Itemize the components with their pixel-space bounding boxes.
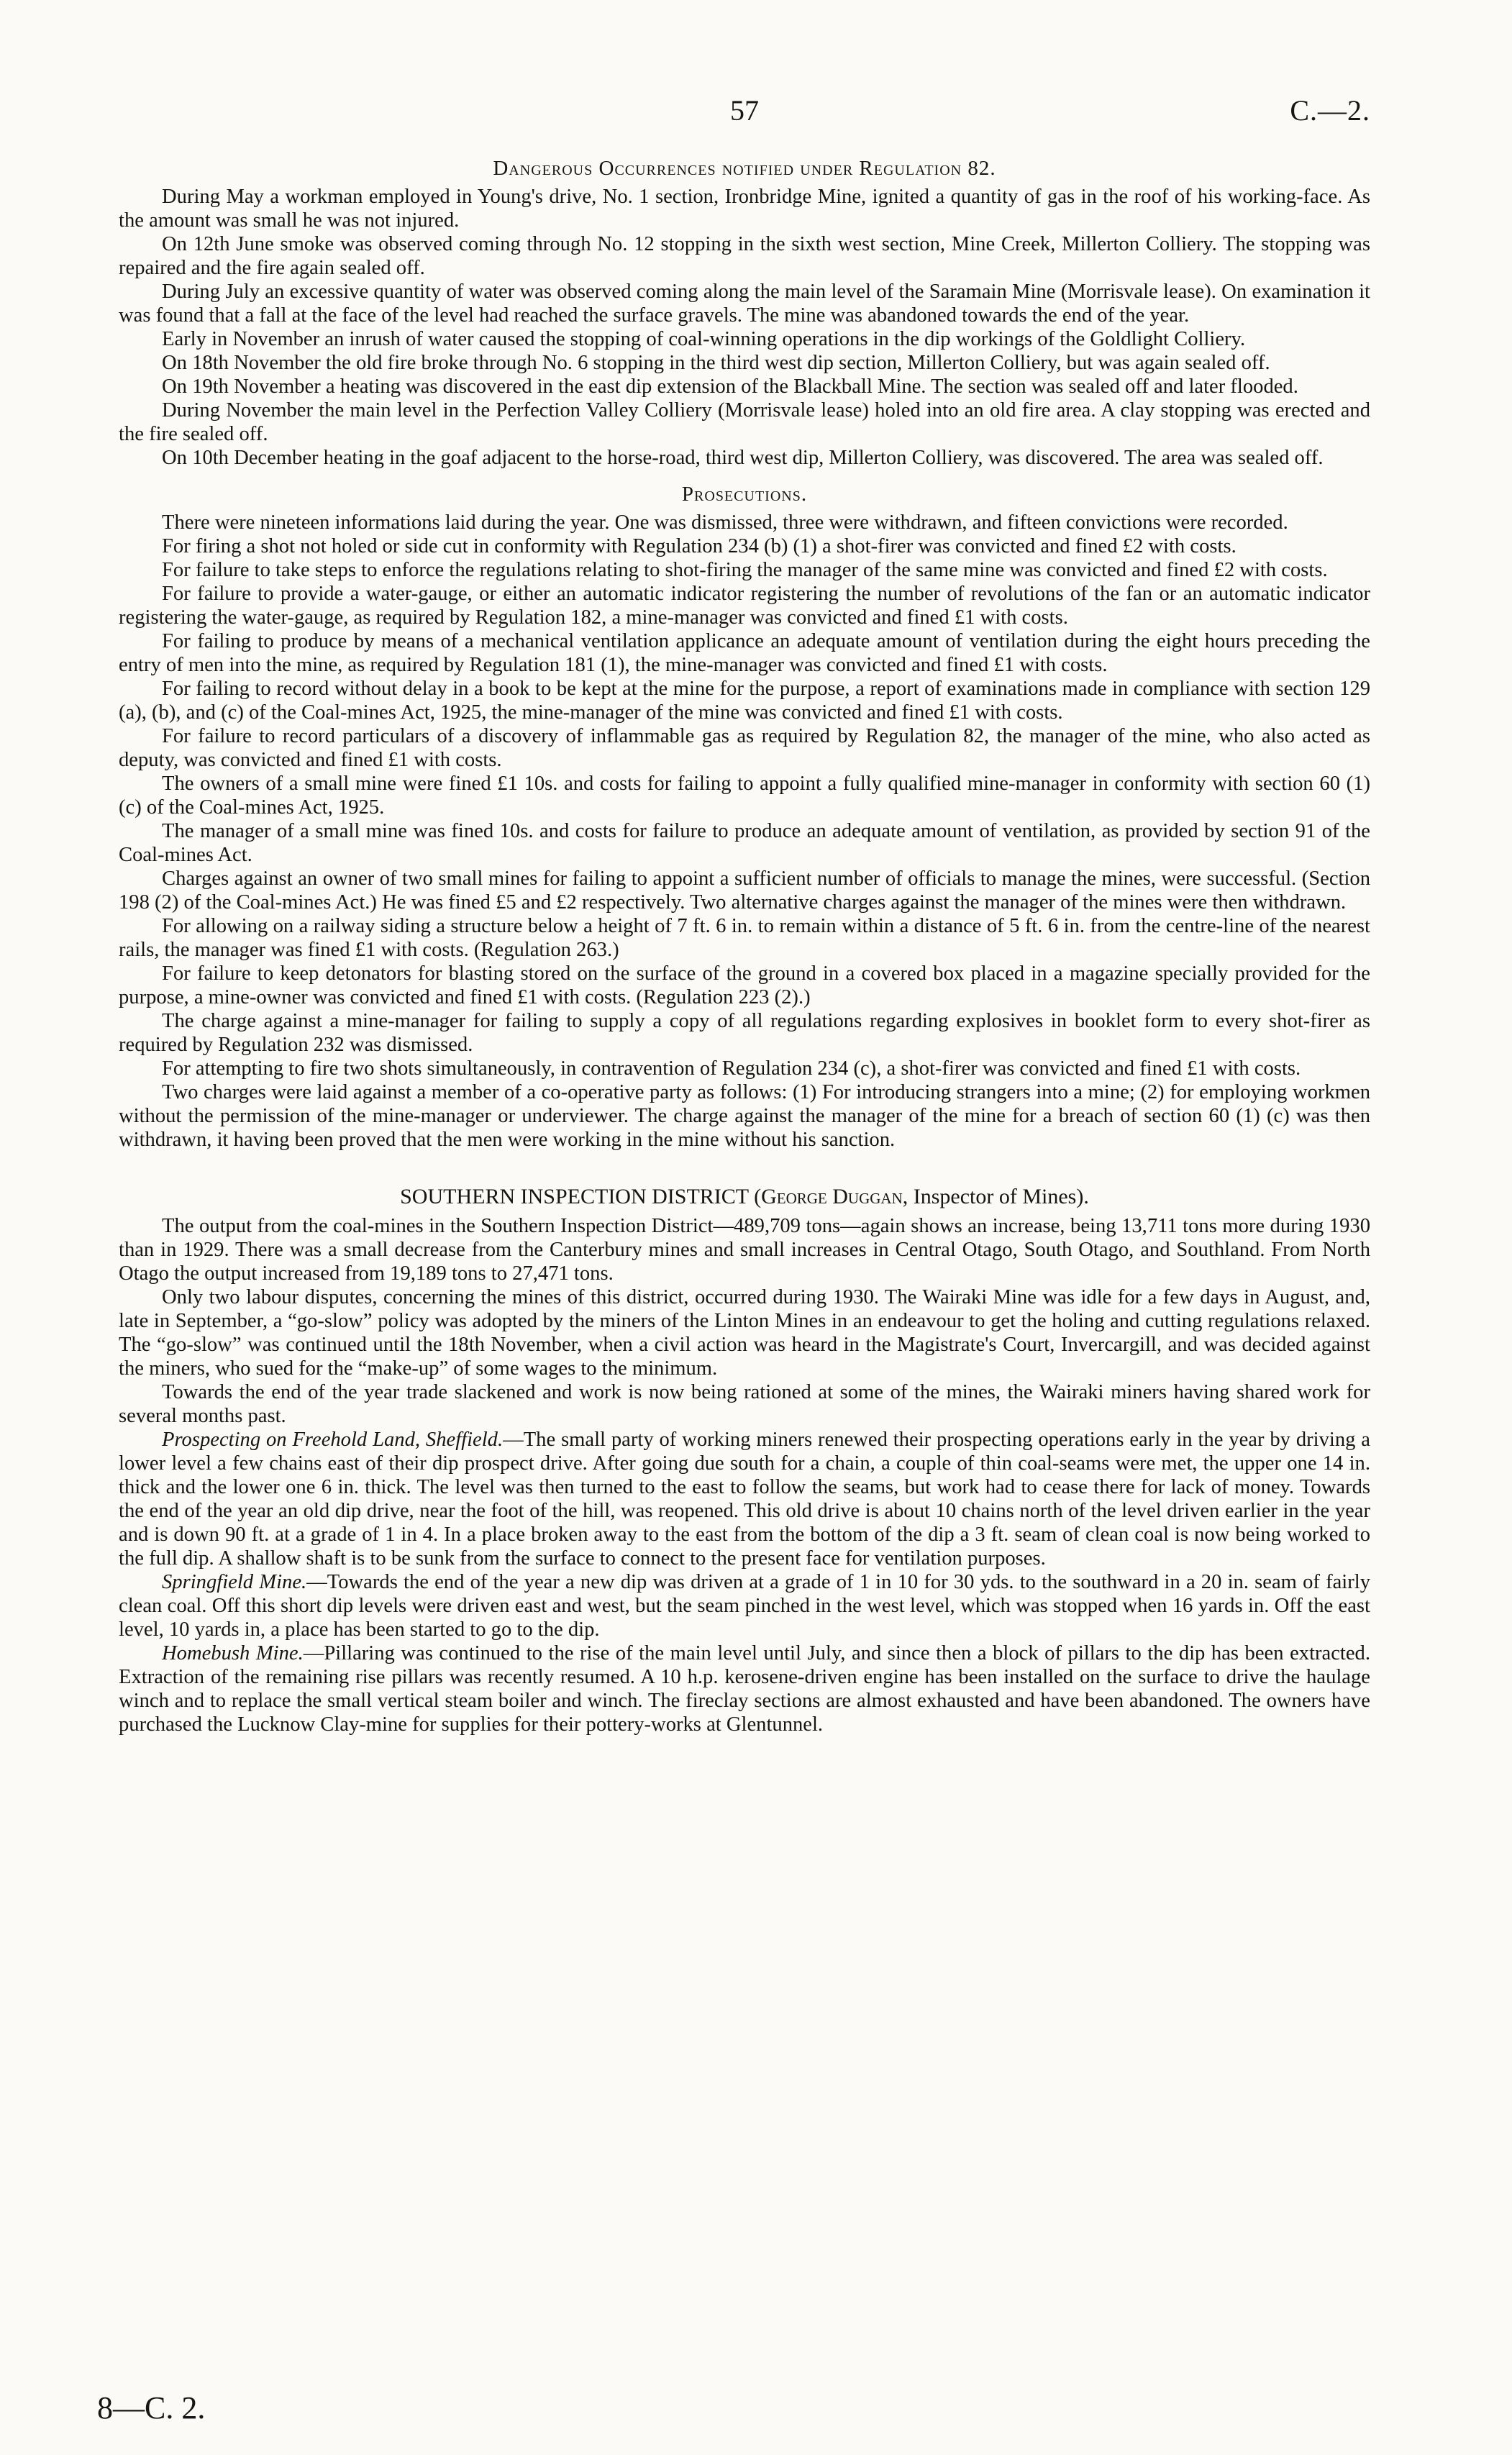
paragraph: For failure to provide a water-gauge, or either an automatic indicator registering the number of revolutions of the fan or an automatic indicator registering the water-gauge, as required by Regulation 182, a mine-manager was convicted and fined £1 with costs.	[119, 583, 1370, 629]
paragraph: For failing to record without delay in a book to be kept at the mine for the purpose, a report of examinations made in compliance with section 129 (a), (b), and (c) of the Coal-mines Act, 1925, the mine-manager of the mine was convicted and fined £1 with costs.	[119, 678, 1370, 724]
paragraph: Charges against an owner of two small mines for failing to appoint a sufficient number of officials to manage the mines, were successful. (Section 198 (2) of the Coal-mines Act.) He was fined £5 and £2 respectively. Two alternative charges against the manager of the mines were then withdrawn.	[119, 867, 1370, 914]
paragraph: Only two labour disputes, concerning the mines of this district, occurred during 1930. The Wairaki Mine was idle for a few days in August, and, late in September, a “go-slow” policy was adopted by the miners of the Linton Mines in an endeavour to get the holing and cutting regulations relaxed. The “go-slow” was continued until the 18th November, when a civil action was heard in the Magistrate's Court, Invercargill, and was decided against the miners, who sued for the “make-up” of some wages to the minimum.	[119, 1286, 1370, 1380]
paragraph: For firing a shot not holed or side cut in conformity with Regulation 234 (b) (1) a shot-firer was convicted and fined £2 with costs.	[162, 535, 1237, 557]
springfield-paragraph	[119, 1570, 1370, 1641]
document-reference: C.—2.	[1290, 94, 1370, 127]
paragraph: The owners of a small mine were fined £1 10s. and costs for failing to appoint a fully qualified mine-manager in conformity with section 60 (1) (c) of the Coal-mines Act, 1925.	[119, 773, 1370, 819]
prosecutions-heading: Prosecutions.	[681, 483, 808, 506]
page-header	[119, 94, 1370, 129]
homebush-title: Homebush Mine.	[162, 1642, 304, 1664]
paragraph: The manager of a small mine was fined 10s. and costs for failure to produce an adequate amount of ventilation, as provided by section 91 of the Coal-mines Act.	[119, 820, 1370, 866]
paragraph: Two charges were laid against a member of a co-operative party as follows: (1) For introducing strangers into a mine; (2) for employing workmen without the permission of the mine-manager or underviewer. The charge against the manager of the mine for a breach of section 60 (1) (c) was then withdrawn, it having been proved that the men were working in the mine without his sanction.	[119, 1081, 1370, 1151]
signature-mark: 8—C. 2.	[97, 2390, 206, 2426]
southern-district-heading	[119, 1185, 1370, 1208]
page-content	[119, 157, 1370, 1736]
paragraph: For failure to keep detonators for blasting stored on the surface of the ground in a covered box placed in a magazine specially provided for the purpose, a mine-owner was convicted and fined £1 with costs. (Regulation 223 (2).)	[119, 962, 1370, 1008]
sheffield-title: Prospecting on Freehold Land, Sheffield.	[162, 1429, 504, 1451]
paragraph: Early in November an inrush of water caused the stopping of coal-winning operations in the dip workings of the Goldlight Colliery.	[162, 328, 1246, 350]
sheffield-text: —The small party of working miners renewed their prospecting operations early in the year by driving a lower level a few chains east of their dip prospect drive. After going due south for a chain, a couple of thin coal-seams were met, the upper one 14 in. thick and the lower one 6 in. thick. The level was then turned to the east to follow the seams, but work had to cease there for lack of money. Towards the end of the year an old dip drive, near the foot of the hill, was reopened. This old drive is about 10 chains north of the level driven earlier in the year and is down 90 ft. at a grade of 1 in 4. In a place broken away to the east from the bottom of the dip a 3 ft. seam of clean coal is now being worked to the full dip. A shallow shaft is to be sunk from the surface to connect to the present face for ventilation purposes.	[119, 1429, 1370, 1570]
page-number: 57	[730, 94, 759, 127]
paragraph: On 12th June smoke was observed coming through No. 12 stopping in the sixth west section, Mine Creek, Millerton Colliery. The stopping was repaired and the fire again sealed off.	[119, 233, 1370, 279]
inspector-name: George Duggan	[761, 1185, 903, 1208]
homebush-text: —Pillaring was continued to the rise of the main level until July, and since then a block of pillars to the dip has been extracted. Extraction of the remaining rise pillars was recently resumed. A 10 h.p. kerosene-driven engine has been installed on the surface to drive the haulage winch and to replace the small vertical steam boiler and winch. The fireclay sections are almost exhausted and have been abandoned. The owners have purchased the Lucknow Clay-mine for supplies for their pottery-works at Glentunnel.	[119, 1642, 1370, 1736]
paren-open: (	[754, 1185, 762, 1208]
paragraph: The output from the coal-mines in the Southern Inspection District—489,709 tons—again shows an increase, being 13,711 tons more during 1930 than in 1929. There was a small decrease from the Canterbury mines and small increases in Central Otago, South Otago, and Southland. From North Otago the output increased from 19,189 tons to 27,471 tons.	[119, 1215, 1370, 1285]
paragraph: There were nineteen informations laid during the year. One was dismissed, three were withdrawn, and fifteen convictions were recorded.	[162, 511, 1288, 534]
paragraph: The charge against a mine-manager for failing to supply a copy of all regulations regarding explosives in booklet form to every shot-firer as required by Regulation 232 was dismissed.	[119, 1010, 1370, 1056]
sheffield-paragraph	[119, 1428, 1370, 1570]
paragraph: On 19th November a heating was discovered in the east dip extension of the Blackball Mine. The section was sealed off and later flooded.	[162, 375, 1298, 398]
inspector-role: , Inspector of Mines).	[902, 1185, 1089, 1208]
paragraph: During November the main level in the Perfection Valley Colliery (Morrisvale lease) holed into an old fire area. A clay stopping was erected and the fire sealed off.	[119, 399, 1370, 445]
paragraph: For failure to take steps to enforce the regulations relating to shot-firing the manager of the same mine was convicted and fined £2 with costs.	[162, 559, 1328, 581]
homebush-paragraph	[119, 1641, 1370, 1736]
paragraph: On 18th November the old fire broke through No. 6 stopping in the third west dip section, Millerton Colliery, but was again sealed off.	[162, 352, 1270, 374]
dangerous-occurrences-heading: Dangerous Occurrences notified under Regulation 82.	[493, 157, 996, 180]
paragraph: Towards the end of the year trade slackened and work is now being rationed at some of the mines, the Wairaki miners having shared work for several months past.	[119, 1381, 1370, 1427]
paragraph: For failing to produce by means of a mechanical ventilation applicance an adequate amount of ventilation during the eight hours preceding the entry of men into the mine, as required by Regulation 181 (1), the mine-manager was convicted and fined £1 with costs.	[119, 630, 1370, 676]
springfield-text: —Towards the end of the year a new dip was driven at a grade of 1 in 10 for 30 yds. to the southward in a 20 in. seam of fairly clean coal. Off this short dip levels were driven east and west, but the seam pinched in the west level, which was stopped when 16 yards in. Off the east level, 10 yards in, a place has been started to go to the dip.	[119, 1571, 1370, 1641]
paragraph: During May a workman employed in Young's drive, No. 1 section, Ironbridge Mine, ignited a quantity of gas in the roof of his working-face. As the amount was small he was not injured.	[119, 186, 1370, 232]
springfield-title: Springfield Mine.	[162, 1571, 307, 1593]
paragraph: For allowing on a railway siding a structure below a height of 7 ft. 6 in. to remain within a distance of 5 ft. 6 in. from the centre-line of the nearest rails, the manager was fined £1 with costs. (Regulation 263.)	[119, 915, 1370, 961]
paragraph: During July an excessive quantity of water was observed coming along the main level of the Saramain Mine (Morrisvale lease). On examination it was found that a fall at the face of the level had reached the surface gravels. The mine was abandoned towards the end of the year.	[119, 281, 1370, 327]
district-title: SOUTHERN INSPECTION DISTRICT	[400, 1185, 749, 1208]
paragraph: For failure to record particulars of a discovery of inflammable gas as required by Regulation 82, the manager of the mine, who also acted as deputy, was convicted and fined £1 with costs.	[119, 725, 1370, 771]
paragraph: On 10th December heating in the goaf adjacent to the horse-road, third west dip, Millerton Colliery, was discovered. The area was sealed off.	[162, 447, 1324, 469]
document-page	[119, 0, 1370, 2455]
paragraph: For attempting to fire two shots simultaneously, in contravention of Regulation 234 (c), a shot-firer was convicted and fined £1 with costs.	[162, 1057, 1301, 1080]
